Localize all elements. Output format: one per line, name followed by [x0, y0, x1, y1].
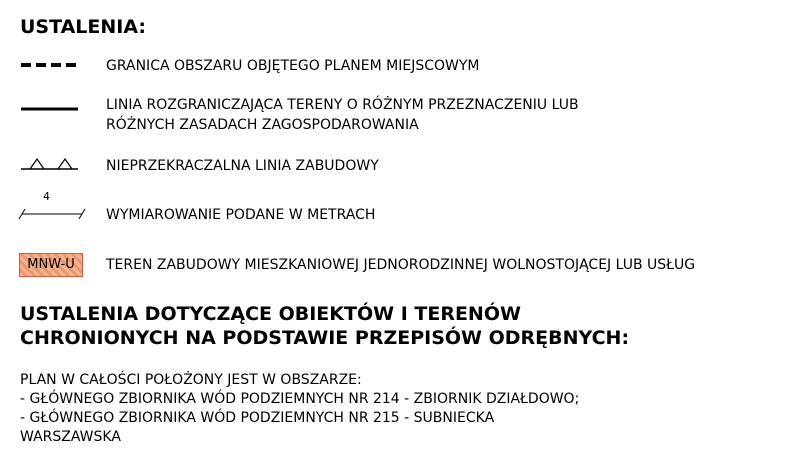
paragraph-line: PLAN W CAŁOŚCI POŁOŻONY JEST W OBSZARZE:: [20, 372, 362, 388]
dashed-boundary-line-icon: [20, 58, 80, 72]
paragraph-line: - GŁÓWNEGO ZBIORNIKA WÓD PODZIEMNYCH NR 215 - SUBNIECKA: [20, 410, 495, 426]
legend-label-zone-mnw-u: TEREN ZABUDOWY MIESZKANIOWEJ JEDNORODZINNEJ WOLNOSTOJĄCEJ LUB USŁUG: [106, 257, 696, 273]
section-heading-protected-line2: CHRONIONYCH NA PODSTAWIE PRZEPISÓW ODRĘBNYCH:: [20, 327, 630, 349]
legend-label-dimension: WYMIAROWANIE PODANE W METRACH: [106, 207, 376, 223]
solid-demarcation-line-icon: [20, 104, 80, 114]
legend-label-boundary: GRANICA OBSZARU OBJĘTEGO PLANEM MIEJSCOWYM: [106, 58, 480, 74]
paragraph-line: WARSZAWSKA: [20, 429, 121, 445]
section-heading-protected-line1: USTALENIA DOTYCZĄCE OBIEKTÓW I TERENÓW: [20, 303, 521, 325]
legend-label-building-line: NIEPRZEKRACZALNA LINIA ZABUDOWY: [106, 158, 379, 174]
section-heading-ustalenia: USTALENIA:: [20, 16, 147, 38]
protected-areas-paragraph: [20, 371, 670, 447]
dimension-line-icon: [18, 192, 88, 222]
dimension-value: 4: [43, 190, 50, 203]
building-line-triangles-icon: [20, 151, 80, 173]
paragraph-line: - GŁÓWNEGO ZBIORNIKA WÓD PODZIEMNYCH NR 214 - ZBIORNIK DZIAŁDOWO;: [20, 391, 580, 407]
zone-swatch-mnw-u: MNW-U: [19, 253, 83, 277]
legend-label-demarcation-line1: LINIA ROZGRANICZAJĄCA TERENY O RÓŻNYM PRZEZNACZENIU LUB: [106, 97, 579, 113]
legend-label-demarcation-line2: RÓŻNYCH ZASADACH ZAGOSPODAROWANIA: [106, 117, 419, 133]
